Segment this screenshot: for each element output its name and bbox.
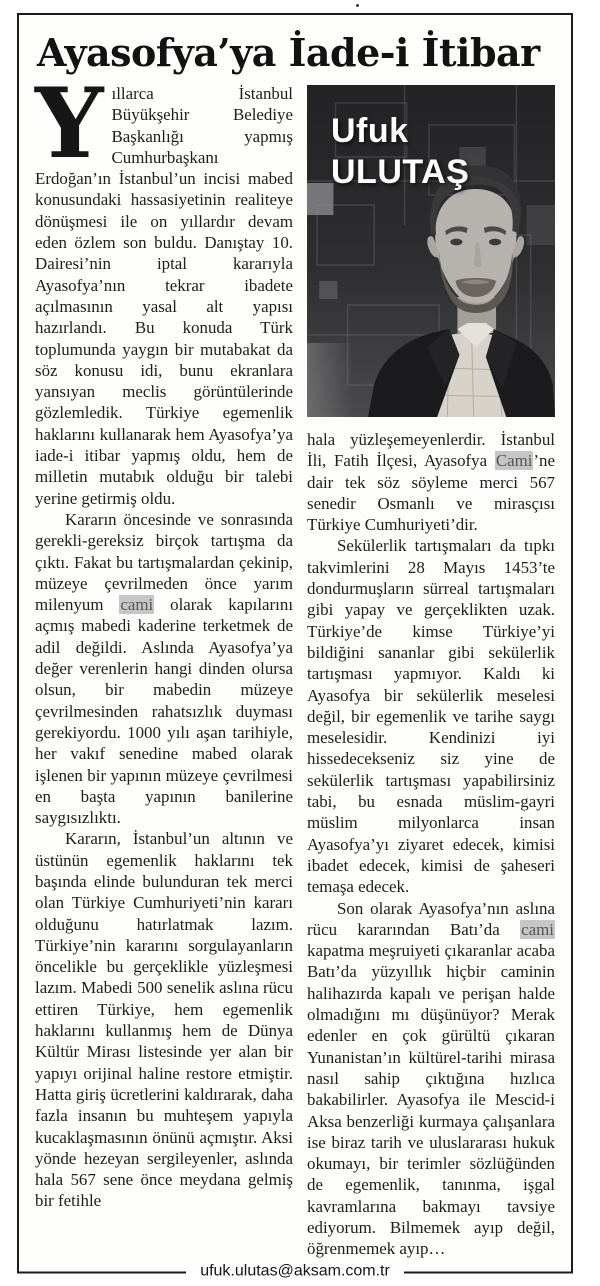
author-email: ufuk.ulutas@aksam.com.tr [200, 1262, 390, 1280]
paragraph-text: olarak kapılarını açmış mabedi kaderine terketmek de adil değildi. Aslında Ayasofya’ya değer verenlerin hangi dinden olursa olsun, bir mabedin müzeye çevrilmesinden rahatsızlık duyması gerekiyordu. 1000 yılı aşan tarihiyle, her vakıf senedine mabed olarak işlenen bir yapının müzeye çevrilmesi en başta yapının banilerine saygısızlıktı. [35, 595, 294, 828]
drop-cap: Y [35, 67, 104, 180]
article-body [19, 67, 571, 1260]
author-last-name: ULUTAŞ [331, 153, 470, 191]
article-paragraph [307, 898, 555, 1260]
right-column [307, 83, 555, 1260]
article-footer [17, 1263, 573, 1282]
article-paragraph [35, 67, 293, 509]
article-frame [17, 13, 573, 1280]
footer-rule-left [17, 1271, 186, 1273]
paragraph-text: Kararın öncesinde ve sonrasında gerekli-gereksiz birçok tartışma da çıktı. Fakat bu tartışmalardan çekinip, müzeye çevrilmeden önce yarım milenyum [35, 509, 293, 615]
article-paragraph [307, 535, 555, 897]
footer-rule-right [404, 1271, 573, 1273]
paragraph-text: ıllarca İstanbul Büyükşehir Belediye Başkanlığı yapmış Cumhurbaşkanı Erdoğan’ın İstanbul’un incisi mabed konusundaki hassasiyetinin realiteye dönüşmesi ile on yıllardır devam eden özlem son buldu. Danıştay 10. Dairesi’nin iptal kararıyla Ayasofya’nın tekrar ibadete açılmasının yasal alt yapısı hazırlandı. Bu konuda Türk toplumunda yaygın bir mutabakat da söz konusu idi, bunu ekranlara yansıyan meclis görüntülerinde gözlemledik. Türkiye egemenlik haklarını kullanarak hem Ayasofya’ya iade-i itibar yapmış oldu, hem de milletin mutabık olduğu bir talebi yerine getirmiş oldu. [35, 84, 293, 508]
author-first-name: Ufuk [331, 112, 409, 150]
scan-speck [356, 4, 359, 7]
paragraph-text: Sekülerlik tartışmaları da tıpkı takvimlerini 28 Mayıs 1453’te dondurmuşların sürreal tartışmaları gibi yapay ve gerçeklikten uzak. Türkiye’de kimse Türkiye’yi bildiğini sananlar gibi sekülerlik tartışması yapmıyor. Kaldı ki Ayasofya bir sekülerlik meselesi değil, bir egemenlik ve tarihe saygı meselesidir. Kendinizi iyi hissedecekseniz siz yine de sekülerlik tartışması yapabilirsiniz tabi, bu esnada müslim-gayri müslim milyonlarca insan Ayasofya’yı ziyaret edecek, kimisi ibadet edecek, kimisi de şaheseri temaşa edecek. [307, 536, 555, 897]
paragraph-text: kapatma meşruiyeti çıkaranlar acaba Batı’da yüzyıllık hiçbir caminin halihazırda kapalı ve perişan halde olmadığını mı düşünüyor? Merak edenler en çok gürültü çıkaran Yunanistan’ın kültürel-tarihi mirasa nasıl sahip çıktığına hızlıca bakabilirler. Ayasofya ile Mescid-i Aksa benzerliği kurmaya çalışanlara ise biraz tarih ve uluslararası hukuk okumayı, bir terimler sözlüğünden de egemenlik, tanınma, işgal kavramlarına bakmayı tavsiye ediyorum. Bilmemek ayıp değil, öğrenmemek ayıp… [307, 941, 555, 1259]
highlighted-term: Cami [495, 451, 533, 471]
author-byline [331, 111, 469, 193]
article-paragraph [35, 828, 293, 1211]
highlighted-term: cami [521, 919, 554, 939]
left-column [35, 67, 294, 1260]
paragraph-text: Son olarak Ayasofya’nın aslına rücu kararından Batı’da [307, 898, 555, 939]
author-photo [307, 85, 555, 417]
page-title: Ayasofya’ya İade-i İtibar [37, 30, 540, 75]
article-paragraph [35, 509, 293, 828]
highlighted-term: cami [120, 595, 154, 615]
paragraph-text: ’ne dair tek söz söyleme merci 567 senedir Osmanlı ve mirasçısı Türkiye Cumhuriyeti’dir. [307, 451, 555, 535]
paragraph-text: Kararın, İstanbul’un altının ve üstünün egemenlik haklarını tek başında elinde bulunduran tek merci olan Türkiye Cumhuriyeti’nin kararı olduğunu hatırlatmak lazım. Türkiye’nin kararını sorgulayanların öncelikle bu gerçeklikle yüzleşmesi lazım. Mabedi 500 senelik aslına rücu ettiren Türkiye, hem egemenlik haklarını kullanmış hem de Dünya Kültür Mirası listesinde yer alan bir yapıyı orijinal haline restore etmiştir. Hatta giriş ücretlerini kaldırarak, daha fazla insanın bu muhteşem yapıyla kucaklaşmasının önünü açmıştır. Aksi yönde hezeyan sergileyenler, aslında hala 567 sene önce meydana gelmiş bir fetihle [35, 829, 293, 1211]
paragraph-text: hala yüzleşemeyenlerdir. İstanbul İli, Fatih İlçesi, Ayasofya [307, 430, 555, 471]
article-paragraph [307, 429, 555, 535]
right-column-text [307, 429, 555, 1260]
